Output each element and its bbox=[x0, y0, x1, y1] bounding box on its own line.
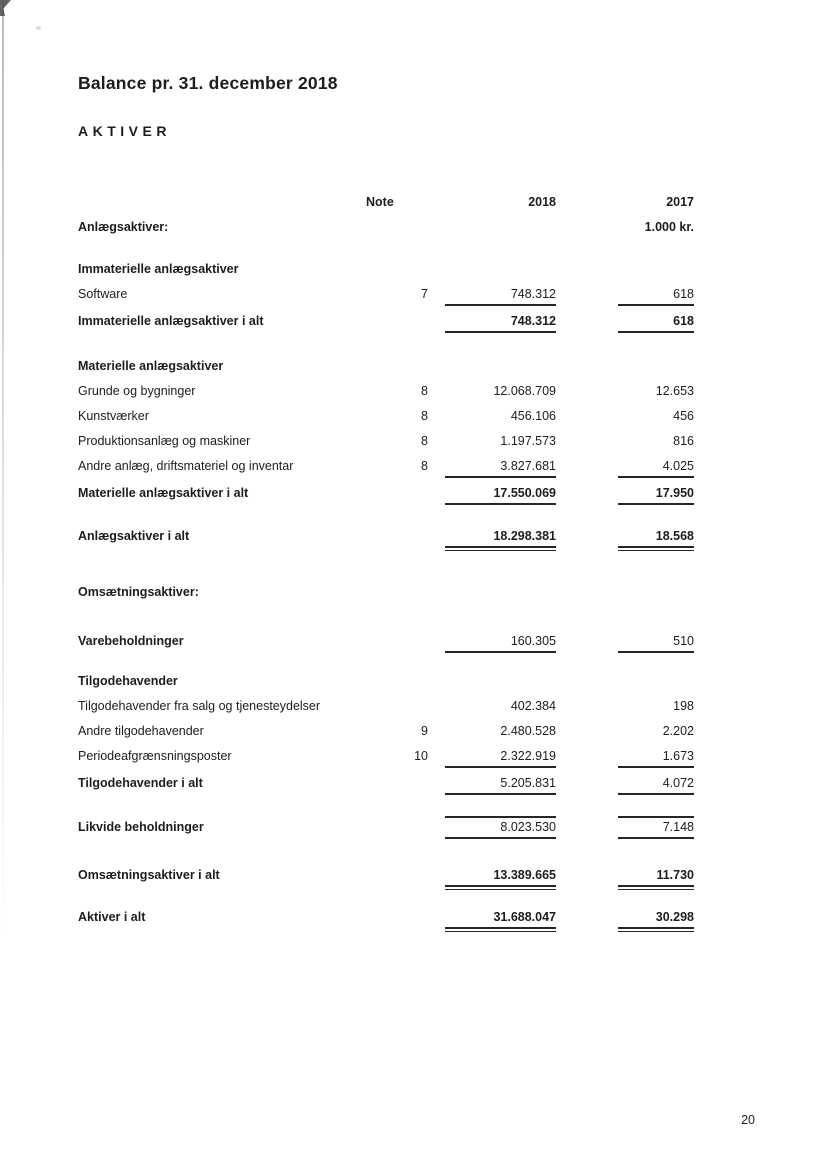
header-year-2018: 2018 bbox=[528, 195, 556, 209]
table-row bbox=[78, 741, 694, 768]
balance-table bbox=[78, 187, 694, 929]
gap bbox=[556, 716, 618, 735]
gap bbox=[556, 741, 618, 760]
gap bbox=[556, 902, 618, 921]
group-label: Anlægsaktiver: bbox=[78, 220, 169, 234]
gap bbox=[428, 521, 445, 540]
table-row bbox=[78, 577, 694, 602]
row-label: Omsætningsaktiver i alt bbox=[78, 868, 220, 882]
table-row-total bbox=[78, 478, 694, 505]
row-value-2017: 17.950 bbox=[618, 484, 694, 505]
row-note bbox=[366, 860, 428, 879]
gap bbox=[556, 478, 618, 497]
table-row bbox=[78, 451, 694, 478]
gap bbox=[428, 666, 445, 685]
gap bbox=[428, 254, 445, 273]
gap bbox=[428, 376, 445, 395]
gap bbox=[556, 212, 618, 231]
gap bbox=[556, 451, 618, 470]
row-value-2018: 456.106 bbox=[510, 409, 556, 423]
row-value-2018: 402.384 bbox=[510, 699, 556, 713]
row-value-2018 bbox=[445, 254, 556, 273]
row-note: 10 bbox=[414, 749, 428, 763]
row-note bbox=[366, 577, 428, 596]
row-note: 7 bbox=[421, 287, 428, 301]
row-value-2018: 8.023.530 bbox=[445, 816, 556, 839]
row-value-2017 bbox=[618, 351, 694, 370]
table-row-total bbox=[78, 768, 694, 795]
gap bbox=[428, 351, 445, 370]
row-label: Grunde og bygninger bbox=[78, 384, 196, 398]
gap bbox=[428, 860, 445, 879]
row-value-2018: 2.480.528 bbox=[500, 724, 556, 738]
table-row bbox=[78, 691, 694, 716]
row-value-2018 bbox=[445, 666, 556, 685]
table-row bbox=[78, 716, 694, 741]
table-row bbox=[78, 351, 694, 376]
gap bbox=[556, 426, 618, 445]
table-row bbox=[78, 626, 694, 653]
gap bbox=[556, 187, 618, 206]
gap bbox=[556, 279, 618, 298]
row-label: Tilgodehavender fra salg og tjenesteydelser bbox=[78, 699, 321, 713]
table-row bbox=[78, 666, 694, 691]
row-value-2017: 30.298 bbox=[618, 908, 694, 929]
row-label: Produktionsanlæg og maskiner bbox=[78, 434, 251, 448]
row-label: Periodeafgrænsningsposter bbox=[78, 749, 232, 763]
gap bbox=[556, 768, 618, 787]
gap bbox=[366, 212, 428, 231]
row-note bbox=[366, 812, 428, 831]
document-title: Balance pr. 31. december 2018 bbox=[78, 73, 338, 93]
row-value-2017: 4.072 bbox=[618, 774, 694, 795]
row-note bbox=[366, 626, 428, 645]
table-row-total bbox=[78, 306, 694, 333]
row-value-2018: 18.298.381 bbox=[445, 527, 556, 548]
gap bbox=[428, 626, 445, 645]
row-label: Immaterielle anlægsaktiver i alt bbox=[78, 314, 264, 328]
table-row bbox=[78, 812, 694, 839]
row-label: Immaterielle anlægsaktiver bbox=[78, 262, 239, 276]
row-value-2017: 11.730 bbox=[618, 866, 694, 887]
table-row bbox=[78, 426, 694, 451]
gap bbox=[428, 768, 445, 787]
gap bbox=[556, 626, 618, 645]
row-value-2018: 5.205.831 bbox=[445, 774, 556, 795]
gap bbox=[556, 521, 618, 540]
row-value-2018: 3.827.681 bbox=[445, 457, 556, 478]
row-value-2018 bbox=[445, 351, 556, 370]
gap bbox=[428, 306, 445, 325]
row-value-2018: 748.312 bbox=[445, 312, 556, 333]
header-year-2017: 2017 bbox=[666, 195, 694, 209]
gap bbox=[428, 212, 445, 231]
row-label: Likvide beholdninger bbox=[78, 820, 204, 834]
row-note bbox=[366, 768, 428, 787]
gap bbox=[556, 577, 618, 596]
row-value-2017: 618 bbox=[618, 285, 694, 306]
row-value-2018: 1.197.573 bbox=[500, 434, 556, 448]
row-note bbox=[366, 478, 428, 497]
row-value-2017: 18.568 bbox=[618, 527, 694, 548]
gap bbox=[556, 666, 618, 685]
row-note: 8 bbox=[421, 409, 428, 423]
row-note bbox=[366, 306, 428, 325]
row-label: Tilgodehavender bbox=[78, 674, 178, 688]
row-label: Omsætningsaktiver: bbox=[78, 585, 199, 599]
gap bbox=[428, 741, 445, 760]
gap bbox=[556, 401, 618, 420]
table-header-row bbox=[78, 187, 694, 212]
gap bbox=[428, 426, 445, 445]
row-label: Software bbox=[78, 287, 128, 301]
row-value-2017 bbox=[618, 666, 694, 685]
gap bbox=[428, 187, 445, 206]
table-row bbox=[78, 401, 694, 426]
row-label: Andre anlæg, driftsmateriel og inventar bbox=[78, 459, 294, 473]
row-value-2018: 12.068.709 bbox=[493, 384, 556, 398]
row-value-2017: 12.653 bbox=[655, 384, 694, 398]
header-note: Note bbox=[366, 195, 394, 209]
row-label: Varebeholdninger bbox=[78, 634, 184, 648]
assets-section-heading: AKTIVER bbox=[78, 123, 171, 139]
table-row-grand-total bbox=[78, 860, 694, 887]
row-label: Kunstværker bbox=[78, 409, 149, 423]
row-note bbox=[366, 902, 428, 921]
header-spacer bbox=[78, 187, 366, 206]
row-note bbox=[366, 691, 428, 710]
row-value-2017: 618 bbox=[618, 312, 694, 333]
row-value-2017 bbox=[618, 254, 694, 273]
table-row-grand-total bbox=[78, 521, 694, 548]
row-note: 9 bbox=[421, 724, 428, 738]
row-value-2017 bbox=[618, 577, 694, 596]
row-label: Tilgodehavender i alt bbox=[78, 776, 203, 790]
page-number: 20 bbox=[741, 1113, 755, 1127]
gap bbox=[556, 376, 618, 395]
row-value-2018: 17.550.069 bbox=[445, 484, 556, 505]
row-note: 8 bbox=[421, 384, 428, 398]
row-value-2017: 198 bbox=[673, 699, 694, 713]
row-note: 8 bbox=[421, 434, 428, 448]
gap bbox=[428, 577, 445, 596]
row-value-2018: 160.305 bbox=[445, 632, 556, 653]
row-value-2017: 816 bbox=[673, 434, 694, 448]
row-value-2017: 7.148 bbox=[618, 816, 694, 839]
row-label: Anlægsaktiver i alt bbox=[78, 529, 190, 543]
gap bbox=[428, 478, 445, 497]
gap bbox=[556, 351, 618, 370]
gap bbox=[428, 902, 445, 921]
gap bbox=[428, 812, 445, 831]
table-row bbox=[78, 279, 694, 306]
gap bbox=[445, 212, 556, 231]
row-label: Materielle anlægsaktiver i alt bbox=[78, 486, 249, 500]
table-row bbox=[78, 254, 694, 279]
row-value-2017: 4.025 bbox=[618, 457, 694, 478]
gap bbox=[428, 401, 445, 420]
unit-label: 1.000 kr. bbox=[644, 220, 694, 234]
row-label: Materielle anlægsaktiver bbox=[78, 359, 224, 373]
gap bbox=[428, 716, 445, 735]
row-note bbox=[366, 521, 428, 540]
row-value-2018: 748.312 bbox=[445, 285, 556, 306]
row-label: Andre tilgodehavender bbox=[78, 724, 204, 738]
row-value-2017: 2.202 bbox=[662, 724, 694, 738]
gap bbox=[556, 306, 618, 325]
row-note: 8 bbox=[421, 459, 428, 473]
gap bbox=[428, 691, 445, 710]
table-unit-row bbox=[78, 212, 694, 237]
gap bbox=[556, 812, 618, 831]
gap bbox=[556, 860, 618, 879]
row-value-2017: 510 bbox=[618, 632, 694, 653]
row-note bbox=[366, 666, 428, 685]
row-note bbox=[366, 254, 428, 273]
row-value-2018: 13.389.665 bbox=[445, 866, 556, 887]
gap bbox=[428, 279, 445, 298]
table-row-grand-total bbox=[78, 902, 694, 929]
row-label: Aktiver i alt bbox=[78, 910, 146, 924]
row-value-2018: 31.688.047 bbox=[445, 908, 556, 929]
row-value-2017: 456 bbox=[673, 409, 694, 423]
gap bbox=[428, 451, 445, 470]
gap bbox=[556, 691, 618, 710]
row-value-2018: 2.322.919 bbox=[445, 747, 556, 768]
gap bbox=[556, 254, 618, 273]
row-value-2018 bbox=[445, 577, 556, 596]
row-value-2017: 1.673 bbox=[618, 747, 694, 768]
row-note bbox=[366, 351, 428, 370]
table-row bbox=[78, 376, 694, 401]
